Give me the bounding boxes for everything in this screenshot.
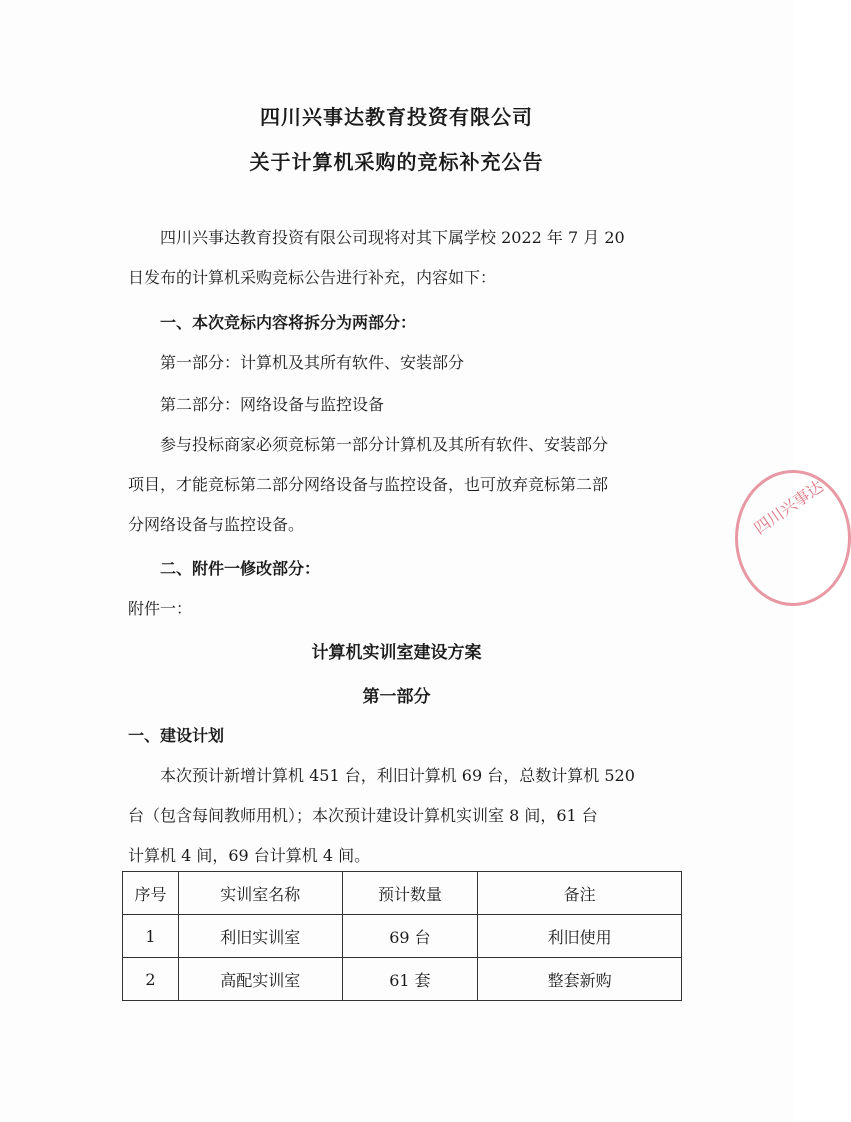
table-row: [123, 958, 682, 1001]
seal-text: 四川兴事达: [750, 476, 827, 539]
intro-line-2: 日发布的计算机采购竞标公告进行补充，内容如下：: [128, 268, 497, 287]
notice-line-2: 项目，才能竞标第二部分网络设备与监控设备，也可放弃竞标第二部: [128, 475, 609, 494]
notice-line-3: 分网络设备与监控设备。: [128, 515, 305, 534]
part-1-text: 第一部分：计算机及其所有软件、安装部分: [160, 353, 465, 372]
plan-line-3: 计算机 4 间，69 台计算机 4 间。: [128, 846, 371, 865]
notice-paragraph: [128, 425, 683, 545]
table-cell: 高配实训室: [178, 958, 342, 1001]
header-cell: 预计数量: [342, 872, 478, 915]
lab-plan-table: [122, 871, 682, 1001]
company-seal: [735, 470, 851, 606]
plan-paragraph: [128, 756, 683, 876]
header-cell: 序号: [123, 872, 179, 915]
plan-part-heading: 第一部分: [362, 687, 431, 707]
announcement-title: 关于计算机采购的竞标补充公告: [249, 150, 544, 174]
table-cell: 69 台: [342, 915, 478, 958]
plan-title: 计算机实训室建设方案: [311, 643, 482, 663]
notice-line-1: 参与投标商家必须竞标第一部分计算机及其所有软件、安装部分: [160, 435, 609, 454]
header-cell: 备注: [478, 872, 682, 915]
intro-line-1: 四川兴事达教育投资有限公司现将对其下属学校 2022 年 7 月 20: [160, 228, 625, 247]
table-cell: 利旧使用: [478, 915, 682, 958]
table-cell: 61 套: [342, 958, 478, 1001]
company-title: 四川兴事达教育投资有限公司: [260, 105, 533, 129]
table-row: [123, 915, 682, 958]
table-cell: 整套新购: [478, 958, 682, 1001]
plan-line-1: 本次预计新增计算机 451 台，利旧计算机 69 台，总数计算机 520: [160, 766, 635, 785]
table-cell: 2: [123, 958, 179, 1001]
table-cell: 1: [123, 915, 179, 958]
plan-line-2: 台（包含每间教师用机）；本次预计建设计算机实训室 8 间，61 台: [128, 806, 598, 825]
table-cell: 利旧实训室: [178, 915, 342, 958]
attachment-label: 附件一：: [128, 599, 193, 618]
section-1-heading: 一、本次竞标内容将拆分为两部分：: [160, 313, 417, 332]
header-cell: 实训室名称: [178, 872, 342, 915]
part-2-text: 第二部分：网络设备与监控设备: [160, 395, 385, 414]
section-2-heading: 二、附件一修改部分：: [160, 559, 321, 578]
intro-paragraph: [128, 218, 683, 298]
table-header-row: [123, 872, 682, 915]
plan-section-heading: 一、建设计划: [128, 726, 225, 745]
